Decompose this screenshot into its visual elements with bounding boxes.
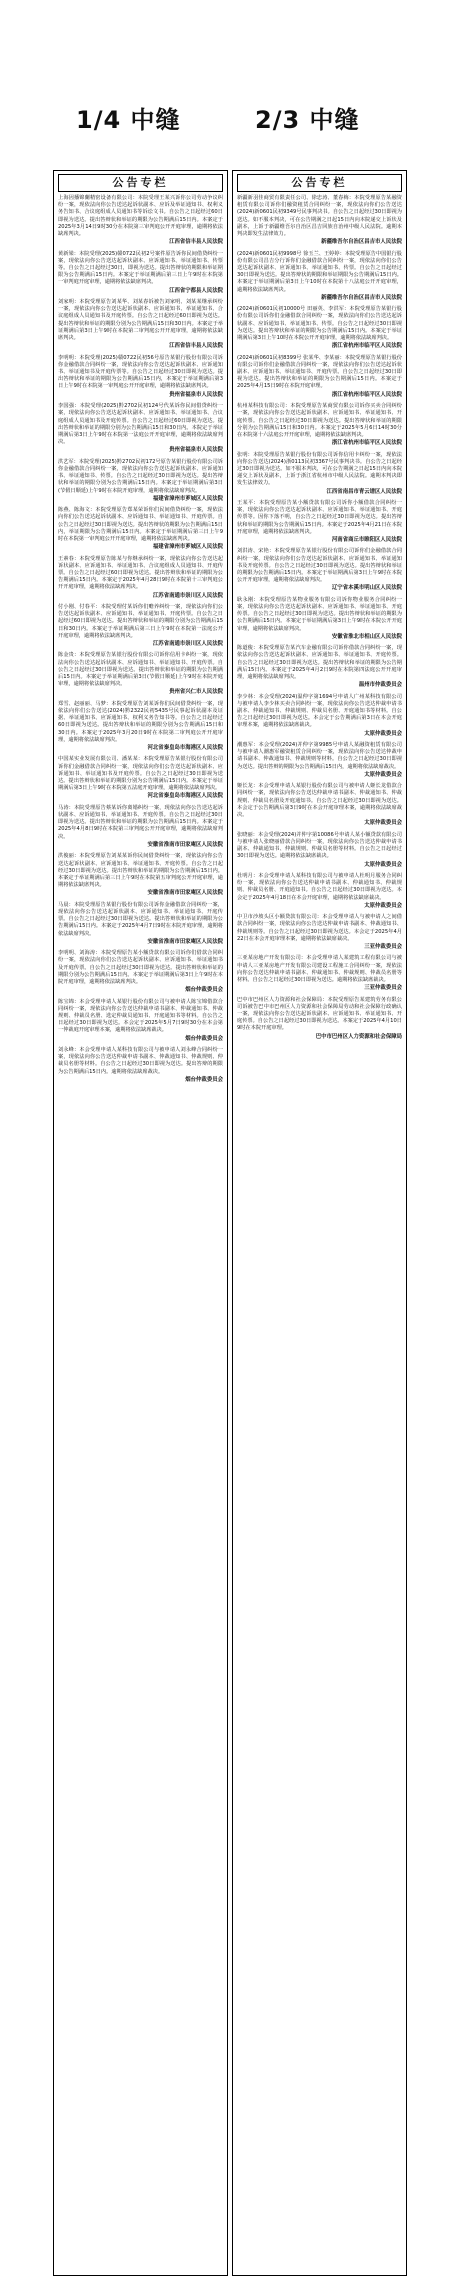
notice-item (58, 805, 223, 849)
notice-item (237, 742, 402, 779)
notice-issuer: 福建省漳州市芗城区人民法院 (152, 544, 223, 551)
notice-issuer: 烟台仲裁委员会 (185, 1076, 223, 1083)
notice-issuer: 安徽省淮南市田家庵区人民法院 (147, 938, 223, 945)
notice-item (237, 832, 402, 869)
notice-issuer: 江西省宁都县人民法院 (169, 287, 223, 294)
notice-text: 陈燕、陈海文：本院受理原告郑某荣诉你们民间借贷纠纷一案，现依法向你们公告送达起诉状副本、应诉通知书、举证通知书、开庭传票。自公告之日起经过30日即视为送达。提出答辩状的期限为公告期满后15日内，举证期限为公告期满后15日内。本案定于举证期满后第三日上午9时在本院第一审判庭公开开庭审理，逾期将依法缺席判决。 (58, 507, 223, 542)
notice-issuer: 太原仲裁委员会 (364, 820, 402, 827)
notice-issuer: 江苏省南通市崇川区人民法院 (152, 641, 223, 647)
notice-text: 巴中市巴州区人力资源和社会保障局：本院受理原告某建筑劳务有限公司诉被告巴中市巴州区人力资源和社会保障局劳动和社会保障行政确认一案，现依法向你公告送达起诉状副本、应诉通知书、举证通知书、开庭传票。自公告之日起经过30日即视为送达。本案定于2025年4月10日9时在本院开庭审理。 (237, 996, 402, 1032)
notice-text: 新疆新羽佳商贸有限责任公司、徐忠涛、董春梅：本院受理原告某融资租赁有限公司诉你们融资租赁合同纠纷一案，现依法向你们公告送达(2024)新0601民初9349号民事判决书。自公告之日起经过30日即视为送达。如不服本判决，可在公告期满之日起15日内向本院递交上诉状及副本，上诉于新疆维吾尔自治区昌吉回族自治州中级人民法院。逾期本判决即发生法律效力。 (237, 195, 402, 238)
notice-item (58, 999, 223, 1043)
notice-issuer: 贵州省福泉市人民法院 (169, 391, 223, 398)
notice-issuer: 江西省信丰县人民法院 (169, 343, 223, 350)
notice-text: 杜明月：本会受理申请人某科技有限公司与被申请人杜明月服务合同纠纷一案，现依法向你公告送达仲裁申请书副本、仲裁通知书、仲裁规则、仲裁员名册、开庭通知书。自公告之日起经过30日即视为送达。本会定于2025年4月18日在本会开庭审理，逾期将依法缺席裁决。 (237, 872, 402, 901)
notice-item (58, 853, 223, 897)
right-column-banner: 公告专栏 (237, 174, 402, 192)
notice-issuer: 辽宁省本溪市明山区人民法院 (331, 585, 402, 592)
notice-item (237, 403, 402, 447)
notice-text: 张明：本院受理原告某银行股份有限公司诉你信用卡纠纷一案，现依法向你公告送达(2024)浙0113民初3367号民事判决书。自公告之日起经过30日即视为送达。如不服本判决，可在公告期满之日起15日内向本院递交上诉状及副本，上诉于浙江省杭州市中级人民法院。逾期本判决即发生法律效力。 (237, 451, 402, 487)
notice-issuer: 新疆维吾尔自治区昌吉市人民法院 (321, 239, 402, 246)
notice-text: 潮惠军：本会受理(2024)并仲字第9985号申请人某融资租赁有限公司与被申请人潮惠军融资租赁合同纠纷一案，现依法向你公告送达仲裁申请书副本、仲裁通知书、仲裁规则等材料。自公告之日起经过30日即视为送达。提出答辩的期限为公告期满后15日内，逾期将依法缺席裁决。 (237, 742, 402, 770)
notice-issuer: 烟台仲裁委员会 (185, 1035, 223, 1042)
notice-text: 李明明、刘海涛：本院受理原告某小额贷款有限公司诉你们借款合同纠纷一案，现依法向你们公告送达起诉状副本、应诉通知书、举证通知书及开庭传票。自公告之日起经过30日即视为送达。提出答辩状和举证的期限分别为公告期满后15日内。本案定于举证期满后第3日上午9时在本院开庭审理，逾期将依法缺席判决。 (58, 950, 223, 985)
notice-item (58, 604, 223, 648)
notice-issuer: 安徽省淮南市田家庵区人民法院 (147, 890, 223, 897)
notice-item (237, 645, 402, 689)
notice-item (58, 902, 223, 946)
notice-text: 中国某实业发展有限公司、潘某某：本院受理原告某银行股份有限公司诉你们金融借款合同纠纷一案，现依法向你们公告送达起诉状副本、应诉通知书、举证通知书及开庭传票。自公告之日起经过30日即视为送达。提出答辩状和举证的期限分别为公告期满后15日内。本案定于举证期满后第3日上午9时在本院第五法庭开庭审理，逾期将依法缺席判决。 (58, 756, 223, 792)
notice-item (58, 756, 223, 800)
notice-item (237, 783, 402, 827)
notice-item (237, 306, 402, 350)
notice-issuer: 太原仲裁委员会 (364, 902, 402, 909)
notice-text: (2024)新0601民初10000号 田丽英、李洪军：本院受理原告某银行股份有限公司诉你们金融借款合同纠纷一案，现依法向你们公告送达起诉状副本、应诉通知书、举证通知书、传票。自公告之日起经过30日即视为送达。提出答辩状和举证的期限为公告期满后15日内。本案定于举证期满后第3日上午10时在本院公开开庭审理，逾期将依法缺席判决。 (237, 306, 402, 342)
notice-text: 中卫市沙坡头区小额贷款有限公司：本会受理申请人与被申请人之间借款合同纠纷一案，现依法向你公告送达仲裁申请书副本、仲裁通知书、仲裁规则等。自公告之日起经过30日即视为送达。本会定于2025年4月22日在本会开庭审理本案，逾期将依法缺席裁决。 (237, 914, 402, 942)
notice-item (237, 997, 402, 1041)
notice-issuer: 福建省漳州市芗城区人民法院 (152, 495, 223, 502)
notice-issuer: 安徽省淮南市田家庵区人民法院 (147, 841, 223, 848)
notice-item (58, 195, 223, 247)
notice-item (237, 694, 402, 738)
notice-issuer: 温州市仲裁委员会 (358, 682, 402, 689)
notice-issuer: 烟台仲裁委员会 (185, 987, 223, 994)
notice-text: 王某平：本院受理原告某小额贷款有限公司诉你小额借款合同纠纷一案，现依法向你公告送达起诉状副本、应诉通知书、举证通知书、开庭传票等。因你下落不明，自公告之日起经过30日即视为送达。提出答辩状和举证的期限为公告期满后15日内。本案定于2025年4月21日在本院开庭审理，逾期将依法缺席判决。 (237, 499, 402, 535)
left-fold-title: 1/4 中缝 (76, 106, 181, 134)
notice-text: 刘家明：本院受理原告刘某华、刘某春诉被告刘家明、刘某某继承纠纷一案，现依法向你公告送达起诉状副本、应诉通知书、举证通知书、合议庭组成人员通知书及开庭传票。自公告之日起经过60日即视为送达。提出答辩状和举证的期限分别为公告期满后15日和30日内。本案定于举证期满后第3日上午9时在本院第二审判庭公开开庭审理，逾期将依法缺席判决。 (58, 299, 223, 342)
notice-text: (2024)新0601民初8399号 张某华、李某丽：本院受理原告某银行股份有限公司诉你们金融借款合同纠纷一案，现依法向你们公告送达起诉状副本、应诉通知书、举证通知书、开庭传票。自公告之日起经过30日即视为送达。提出答辩状和举证的期限为公告期满后15日内。本案定于2025年4月15日9时在本院开庭审理。 (237, 354, 402, 390)
notice-text: 陈宝锦：本会受理申请人某银行股份有限公司与被申请人陈宝锦借款合同纠纷一案，现依法向你公告送达仲裁申请书副本、仲裁通知书、仲裁规则、仲裁员名册、选定仲裁员通知书、开庭通知书等材料。自公告之日起经过30日即视为送达。本会定于2025年5月7日9时30分在本会第一仲裁庭开庭审理本案，逾期将依法缺席裁决。 (58, 998, 223, 1034)
notice-text: 李国强：本院受理(2025)黔2702民初124号代某诉你民间借贷纠纷一案，现依法向你公告送达起诉状副本、应诉通知书、举证通知书、合议庭组成人员通知书及开庭传票。自公告之日起经过60日即视为送达。提出答辩状和举证的期限分别为公告期满后15日和30日内。本院定于举证期满后第3日上午9时在本院第一法庭公开开庭审理，逾期将依法缺席判决。 (58, 403, 223, 446)
notice-item (237, 355, 402, 399)
left-column-banner: 公告专栏 (58, 174, 223, 192)
notice-item (237, 251, 402, 303)
notice-issuer: 河北省秦皇岛市海港区人民法院 (147, 745, 223, 752)
notice-text: 李明明：本院受理(2025)赣0722民初56号原告某银行股份有限公司诉你金融借款合同纠纷一案，现依法向你公告送达起诉状副本、应诉通知书、举证通知书及开庭传票等。自公告之日起经过30日即视为送达。提出答辩状和举证的期限为公告期满后15日内，本案定于举证期满后第3日上午9时在本院第一审判庭公开开庭审理，逾期将依法缺席判决。 (58, 354, 223, 390)
notice-item (58, 1047, 223, 1084)
notice-issuer: 浙江省杭州市临平区人民法院 (331, 343, 402, 350)
notice-item (58, 507, 223, 551)
notice-text: 上海因播锦蘭精密设备有限公司：本院受理王某兴诉你公司劳动争议纠纷一案，现依法向你公告送达起诉状副本、应诉及举证通知书、权利义务告知书、合议庭组成人员通知书等诉讼文书。自公告之日起经过60日即视为送达。提出答辩状和举证的期限为公告期满后15日内。本案定于2025年3月14日9时30分在本院第三审判庭公开开庭审理，逾期将依法缺席判决。 (58, 195, 223, 238)
notice-text: 刘永峰：本会受理申请人某科技有限公司与被申请人刘永峰合同纠纷一案，现依法向你公告送达仲裁申请书副本、仲裁通知书、仲裁规则、仲裁员名册等材料。自公告之日起经过30日即视为送达。提出答辩的期限为公告期满后15日内。逾期将依法缺席裁决。 (58, 1046, 223, 1075)
right-notice-list (237, 195, 402, 1041)
notice-item (58, 299, 223, 351)
notice-text: 陈道俊：本院受理原告某汽车金融有限公司诉你借款合同纠纷一案，现依法向你公告送达起诉状副本、应诉通知书、举证通知书、开庭传票。自公告之日起经过30日即视为送达。提出答辩状和举证的期限为公告期满后15日内。本案定于2025年4月2日9时在本院第四法庭公开开庭审理，逾期将依法缺席判决。 (237, 645, 402, 681)
notice-issuer: 江西省信丰县人民法院 (169, 239, 223, 246)
notice-item (58, 403, 223, 455)
notice-item (58, 251, 223, 295)
notice-text: 杭州某科技有限公司：本院受理原告某商贸有限公司诉你买卖合同纠纷一案，现依法向你公告送达起诉状副本、应诉通知书、举证通知书、开庭传票。自公告之日起经过30日即视为送达。提出答辩状和举证的期限分别为公告期满后15日和30日内。本案定于2025年5月6日14时30分在本院第十六法庭公开开庭审理，逾期将依法缺席判决。 (237, 403, 402, 438)
right-fold-title: 2/3 中缝 (255, 106, 360, 134)
notice-text: 黄新梁：本院受理(2025)赣0722民初2号案件原告诉你民间借贷纠纷一案，现依法向你公告送达起诉状副本、应诉通知书、举证通知书、传票等。自公告之日起经过30日，即视为送达。提出答辩状的期限和举证期限为公告期满后15日内。本案定于举证期满后第三日上午9时在本院第一审判庭开庭审理，逾期将依法缺席判决。 (58, 250, 223, 286)
notice-issuer: 浙江省杭州市临平区人民法院 (331, 440, 402, 447)
notice-issuer: 浙江省杭州市临平区人民法院 (331, 391, 402, 398)
notice-item (58, 556, 223, 600)
notice-item (58, 701, 223, 753)
notice-item (237, 955, 402, 992)
notice-item (58, 355, 223, 399)
notice-text: 三亚某房地产开发有限公司：本会受理申请人某建筑工程有限公司与被申请人三亚某房地产开发有限公司建设工程施工合同纠纷一案，现依法向你公告送达仲裁申请书副本、仲裁通知书、仲裁规则、仲裁员名册等材料。自公告之日起经过30日即视为送达。逾期将依法缺席裁决。 (237, 955, 402, 983)
notice-text: 李少林：本会受理(2024)温仲字第1694号申请人广州某科技有限公司与被申请人李少林买卖合同纠纷一案，现依法向你公告送达仲裁申请书副本、仲裁通知书、仲裁规则、仲裁员名册、开庭通知书等材料。自公告之日起经过30日即视为送达。本会定于公告期满后第3日在本会开庭审理本案，逾期将依法缺席裁决。 (237, 693, 402, 729)
notice-text: (2024)新0601民初9998号 徐玉兰、王婷婷：本院受理原告中国银行股份有限公司昌吉分行诉你们金融借款合同纠纷一案，现依法向你们公告送达起诉状副本、应诉通知书、举证通知书、传票。自公告之日起经过30日即视为送达。提出答辩状的期限和举证期限为公告期满后15日内。本案定于举证期满后第3日上午10时在本院第十八法庭公开开庭审理，逾期将依法缺席判决。 (237, 250, 402, 293)
page-header (0, 0, 450, 134)
notice-text: 刘洪涛、宋艳：本院受理原告某银行股份有限公司诉你们金融借款合同纠纷一案，现依法向你们公告送达起诉状副本、应诉通知书、举证通知书及开庭传票。自公告之日起经过30日即视为送达。提出答辩状和举证的期限为公告期满后15日内。本案定于举证期满后第3日上午9时在本院公开开庭审理，逾期将依法缺席判决。 (237, 548, 402, 584)
notice-issuer: 贵州省福泉市人民法院 (169, 447, 223, 454)
notice-issuer: 江苏省南通市崇川区人民法院 (152, 592, 223, 599)
notice-issuer: 太原仲裁委员会 (364, 771, 402, 778)
notice-item (237, 914, 402, 951)
left-notice-column (53, 170, 228, 2276)
notice-issuer: 新疆维吾尔自治区昌吉市人民法院 (321, 294, 402, 301)
notice-text: 马晨：本院受理原告某银行股份有限公司诉你金融借款合同纠纷一案，现依法向你公告送达起诉状副本、应诉通知书、举证通知书、开庭传票。自公告之日起经过30日即视为送达。提出答辩状和举证的期限为公告期满后15日内。本案定于2025年4月7日9时在本院开庭审理，逾期将依法缺席判决。 (58, 901, 223, 937)
notice-text: 耿永刚：本院受理原告某物业服务有限公司诉你物业服务合同纠纷一案，现依法向你公告送达起诉状副本、应诉通知书、举证通知书、开庭传票。自公告之日起经过30日即视为送达。提出答辩状和举证的期限为公告期满后15日内。本案定于举证期满后第3日上午9时在本院公开开庭审理，逾期将依法缺席判决。 (237, 596, 402, 632)
notice-item (58, 459, 223, 503)
notice-text: 陈金贵：本院受理原告某银行股份有限公司诉你信用卡纠纷一案，现依法向你公告送达起诉状副本、应诉通知书、举证通知书、开庭传票。自公告之日起经过30日即视为送达。提出答辩状和举证的期限为公告期满后15日内。本案定于举证期满后第3日(节假日顺延)上午9时在本院开庭审理，逾期将依法缺席判决。 (58, 652, 223, 688)
notice-issuer: 巴中市巴州区人力资源和社会保障局 (315, 1033, 402, 1040)
notice-issuer: 三亚仲裁委员会 (364, 985, 402, 992)
notice-text: 王素春：本院受理原告陈某与你继承纠纷一案，现依法向你公告送达起诉状副本、应诉通知书、举证通知书、合议庭组成人员通知书、开庭传票。自公告之日起经过60日即视为送达。提出答辩状和举证的期限为公告期满后15日内。本案定于2025年4月28日9时在本院第十三审判庭公开开庭审理，逾期将依法缺席判决。 (58, 555, 223, 591)
notice-text: 洪艺军：本院受理(2025)黔2702民初172号原告某银行股份有限公司诉你金融借款合同纠纷一案，现依法向你公告送达起诉状副本、应诉通知书、举证通知书、传票。自公告之日起经过30日即视为送达。提出答辩状和举证的期限分别为公告期满后15日内。本案定于举证期满后第3日(节假日顺延)上午9时在本院开庭审理，逾期将依法缺席判决。 (58, 458, 223, 494)
notice-item (237, 548, 402, 592)
notice-text: 付小刚、付春平：本院受理付某诉你们赡养纠纷一案，现依法向你们公告送达起诉状副本、应诉通知书、举证通知书、开庭传票。自公告之日起经过60日即视为送达。提出答辩状和举证的期限分别为公告期满后15日和30日内。本案定于举证期满后第三日上午9时在本院第一法庭公开开庭审理，逾期将依法缺席判决。 (58, 603, 223, 639)
notice-text: 姬长龙：本会受理申请人某银行股份有限公司与被申请人姬长龙借款合同纠纷一案，现依法向你公告送达仲裁申请书副本、仲裁通知书、仲裁规则、仲裁员名册及开庭通知书。自公告之日起经过30日即视为送达。本会定于公告期满后第3日9时在本会开庭审理本案，逾期将依法缺席裁决。 (237, 783, 402, 819)
notice-text: 郑雪、赵丽丽、马梦：本院受理原告刘某诉你们民间借贷纠纷一案，现依法向你们公告送达(2024)黔2322民初5435号民事起诉状副本及证据、举证通知书、应诉通知书、权利义务告知书等。自公告之日起经过60日即视为送达。提出答辩状和举证的期限分别为公告期满后15日和30日内。本案定于2025年3月20日9时在本院第二审判庭公开开庭审理，逾期将依法缺席判决。 (58, 700, 223, 743)
right-notice-column (232, 170, 407, 2276)
notice-issuer: 三亚仲裁委员会 (364, 943, 402, 950)
notice-issuer: 江西省南昌市青云谱区人民法院 (326, 488, 402, 495)
notice-issuer: 贵州省兴仁市人民法院 (169, 689, 223, 696)
notice-text: 张晓丽：本会受理(2024)并仲字第10086号申请人某小额贷款有限公司与被申请人张晓丽借款合同纠纷一案，现依法向你公告送达仲裁申请书副本、仲裁通知书、仲裁规则、仲裁员名册等材料。自公告之日起经过30日即视为送达。逾期将依法缺席裁决。 (237, 831, 402, 860)
notice-issuer: 安徽省淮北市相山区人民法院 (331, 633, 402, 640)
left-notice-list (58, 195, 223, 1084)
notice-item (237, 195, 402, 247)
notice-issuer: 太原仲裁委员会 (364, 730, 402, 737)
notice-text: 马涛：本院受理原告蔡某诉你离婚纠纷一案，现依法向你公告送达起诉状副本、应诉通知书、举证通知书、开庭传票。自公告之日起经过30日即视为送达。提出答辩状和举证的期限为公告期满后15日内。本案定于2025年4月8日9时在本院第三审判庭公开开庭审理，逾期将依法缺席判决。 (58, 804, 223, 840)
notice-item (237, 873, 402, 910)
notice-issuer: 河北省秦皇岛市海港区人民法院 (147, 793, 223, 800)
notice-issuer: 太原仲裁委员会 (364, 861, 402, 868)
notice-item (237, 597, 402, 641)
notice-item (58, 652, 223, 696)
notice-item (237, 500, 402, 544)
notice-item (58, 950, 223, 994)
notice-issuer: 河南省商丘市睢阳区人民法院 (331, 536, 402, 543)
notice-item (237, 452, 402, 496)
notice-text: 洪俊丽：本院受理原告刘某某诉你民间借贷纠纷一案，现依法向你公告送达起诉状副本、应诉通知书、举证通知书、开庭传票。自公告之日起经过30日即视为送达。提出答辩状和举证的期限为公告期满后15日内。本案定于举证期满后第三日上午9时在本院第五审判庭公开开庭审理，逾期将依法缺席判决。 (58, 853, 223, 889)
